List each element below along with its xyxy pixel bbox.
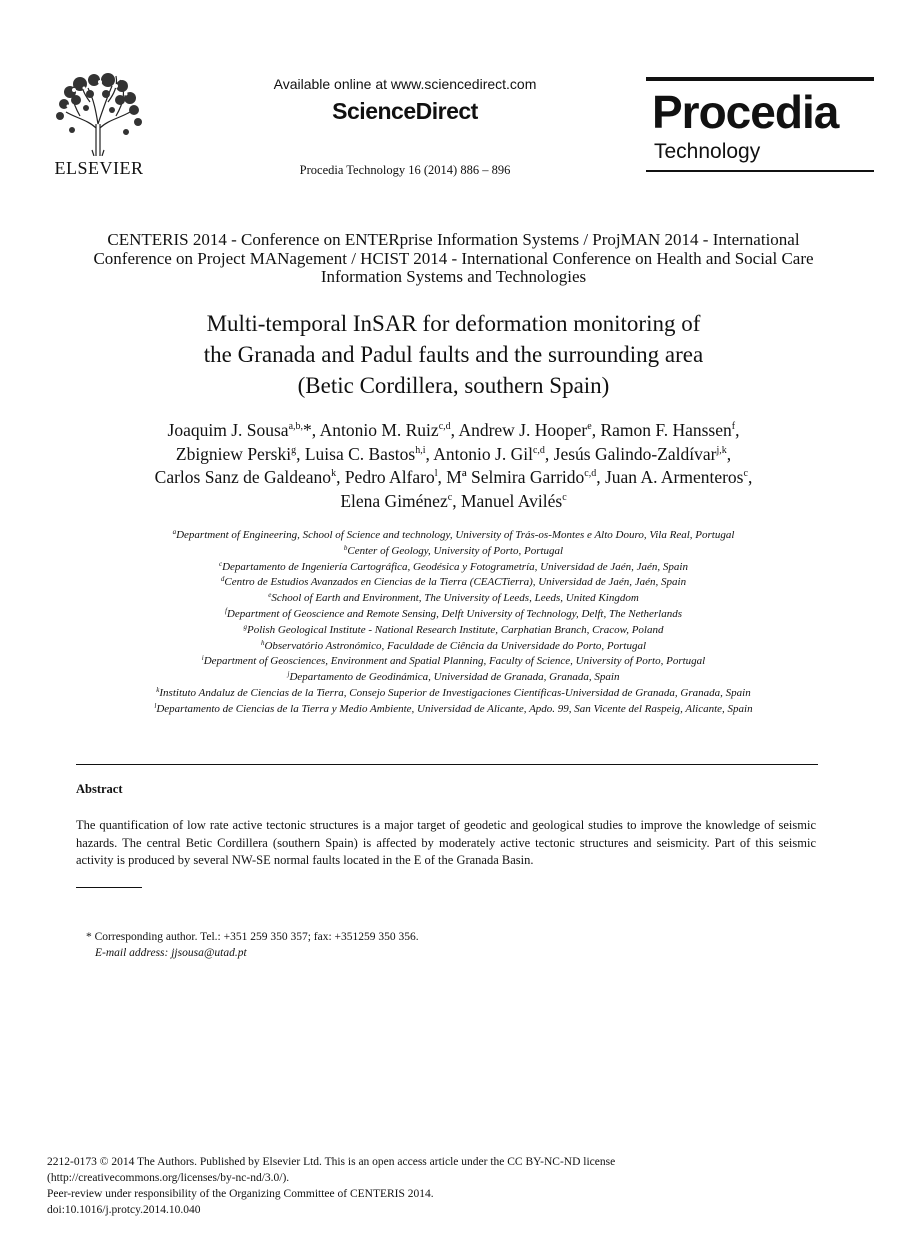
conference-name: CENTERIS 2014 - Conference on ENTERprise Information Systems / ProjMAN 2014 - International Conference on Project MANagement / HCIST 2014 - International Conference on Health and Social Care Information Systems and Technologies xyxy=(93,230,814,286)
author: Manuel Avilés$^c$ xyxy=(460,490,567,511)
author: Carlos Sanz de Galdeano$^k$, xyxy=(154,467,345,487)
affiliation: $^l$Departamento de Ciencias de la Tierra y Medio Ambiente, Universidad de Alicante, Apdo. 99, San Vicente del Raspeig, Alicante, Spain xyxy=(154,701,753,715)
elsevier-tree-logo xyxy=(50,72,146,156)
license-link[interactable]: (http://creativecommons.org/licenses/by-nc-nd/3.0/). xyxy=(47,1172,290,1184)
email-link[interactable]: jjsousa@utad.pt xyxy=(171,947,247,959)
affiliation-list xyxy=(60,528,847,718)
author: Mª Selmira Garrido$^{c,d}$, xyxy=(446,467,605,487)
procedia-bottom-rule xyxy=(646,170,874,172)
available-online-text: Available online at www.sciencedirect.com xyxy=(273,76,537,92)
author: Zbigniew Perski$^g$, xyxy=(175,443,305,464)
copyright-block xyxy=(47,1154,867,1218)
footnote-divider xyxy=(76,887,142,888)
affiliation: $^f$Department of Geoscience and Remote Sensing, Delft University of Technology, Delft, The Netherlands xyxy=(224,606,683,620)
abstract-text: The quantification of low rate active tectonic structures is a major target of geodetic and geological studies to improve the knowledge of seismic hazards. The central Betic Cordillera (southern Spain) is affected by moderately active tectonic structures and seismicity. Part of this seismic activity is produced by several NW-SE normal faults located in the E of the Granada Basin. xyxy=(76,818,816,867)
sciencedirect-logo: ScienceDirect xyxy=(332,98,478,124)
affiliation: $^h$Observatório Astronómico, Faculdade de Ciência da Universidade do Porto, Portugal xyxy=(260,638,647,652)
corresponding-author-note: * Corresponding author. Tel.: +351 259 350 357; fax: +351259 350 356. xyxy=(86,931,419,943)
author: Jesús Galindo-Zaldívar$^{j,k}$, xyxy=(553,443,732,464)
title-line-1: Multi-temporal InSAR for deformation monitoring of xyxy=(206,311,701,336)
email-label: E-mail address: xyxy=(95,947,169,959)
author: Juan A. Armenteros$^c$, xyxy=(604,467,753,487)
author: Andrew J. Hooper$^e$, xyxy=(458,420,601,440)
affiliation: $^a$Department of Engineering, School of Science and technology, University of Trás-os-Montes e Alto Douro, Vila Real, Portugal xyxy=(172,528,735,541)
affiliation: $^c$Departamento de Ingeniería Cartográfica, Geodésica y Fotogrametría, Universidad de Jaén, Jaén, Spain xyxy=(219,559,688,573)
journal-reference: Procedia Technology 16 (2014) 886 – 896 xyxy=(299,163,511,177)
publisher-logo-text: ELSEVIER xyxy=(54,158,144,178)
abstract-heading: Abstract xyxy=(76,782,123,796)
procedia-logo: Procedia xyxy=(652,86,839,138)
affiliation: $^b$Center of Geology, University of Porto, Portugal xyxy=(343,543,564,557)
affiliation: $^i$Department of Geosciences, Environment and Spatial Planning, Faculty of Science, University of Porto, Portugal xyxy=(201,654,706,668)
author: Pedro Alfaro$^l$, xyxy=(344,467,447,487)
author: Elena Giménez$^c$, xyxy=(340,490,461,511)
affiliation: $^d$Centro de Estudios Avanzados en Ciencias de la Tierra (CEACTierra), Universidad de Jaén, Jaén, Spain xyxy=(220,575,687,589)
author-list xyxy=(70,419,837,513)
peer-review-line: Peer-review under responsibility of the Organizing Committee of CENTERIS 2014. xyxy=(47,1188,434,1200)
doi-line: doi:10.1016/j.protcy.2014.10.040 xyxy=(47,1204,201,1216)
paper-title xyxy=(100,308,807,401)
affiliation: $^g$Polish Geological Institute - National Research Institute, Carphatian Branch, Cracow, Poland xyxy=(243,622,664,636)
copyright-line: 2212-0173 © 2014 The Authors. Published by Elsevier Ltd. This is an open access article under the CC BY-NC-ND license xyxy=(47,1156,616,1168)
author: Ramon F. Hanssen$^f$, xyxy=(600,420,740,440)
author: Antonio J. Gil$^{c,d}$, xyxy=(433,443,554,464)
procedia-top-rule xyxy=(646,77,874,81)
affiliation: $^k$Instituto Andaluz de Ciencias de la Tierra, Consejo Superior de Investigaciones Científicas-Universidad de Granada, Granada, Spain xyxy=(156,685,751,699)
email-note xyxy=(95,945,247,961)
title-line-2: the Granada and Padul faults and the surrounding area xyxy=(203,342,704,367)
author: Luisa C. Bastos$^{h,i}$, xyxy=(304,443,434,464)
affiliation: $^j$Departamento de Geodinámica, Universidad de Granada, Granada, Spain xyxy=(287,670,620,684)
author: Antonio M. Ruiz$^{c,d}$, xyxy=(319,420,459,440)
title-line-3: (Betic Cordillera, southern Spain) xyxy=(297,373,610,398)
section-divider xyxy=(76,764,818,765)
procedia-subtitle: Technology xyxy=(654,140,761,163)
affiliation: $^e$School of Earth and Environment, The University of Leeds, Leeds, United Kingdom xyxy=(268,591,639,605)
author: Joaquim J. Sousa$^{a,b,}$*, xyxy=(167,420,320,440)
